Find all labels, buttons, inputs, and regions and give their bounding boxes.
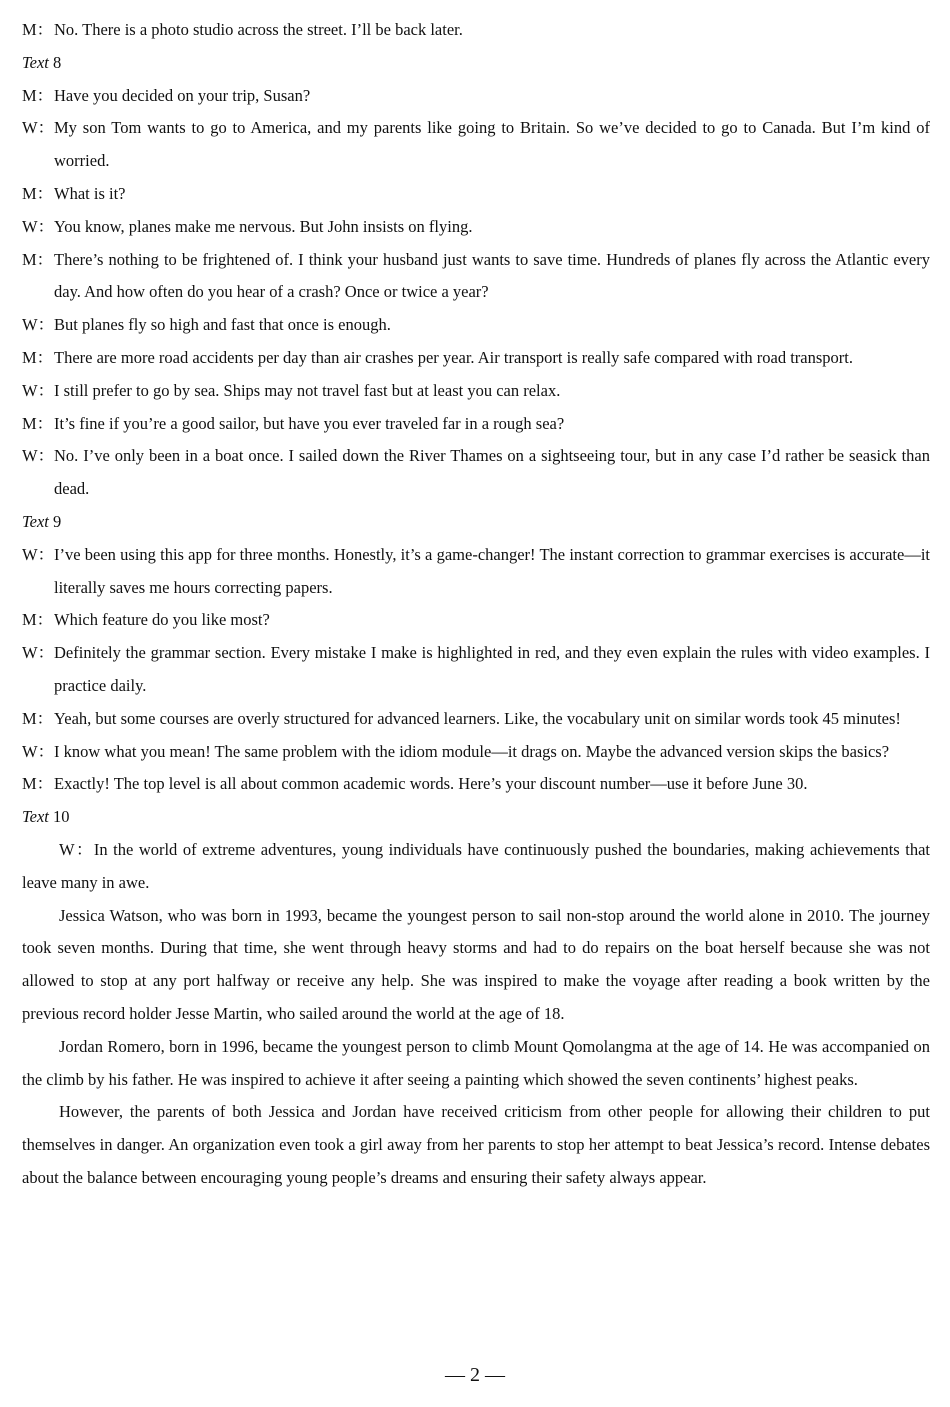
dialogue-text: What is it?: [54, 183, 126, 203]
dialogue-line: [22, 244, 930, 310]
dialogue-line: [22, 637, 930, 703]
page-number: — 2 —: [445, 1364, 505, 1386]
dialogue-line: [22, 112, 930, 178]
dialogue-line: [22, 375, 930, 408]
dialogue-line: [22, 604, 930, 637]
dialogue-line: [22, 342, 930, 375]
section-title-text8: [22, 47, 930, 80]
dialogue-line: [22, 14, 930, 47]
dialogue-line: [22, 539, 930, 605]
dialogue-line: [22, 440, 930, 506]
dialogue-line: [22, 736, 930, 769]
dialogue-text: There’s nothing to be frightened of. I think your husband just wants to save time. Hundreds of planes fly across the Atlantic every day. And how often do you hear of a crash? Once or twice a year?: [54, 249, 930, 302]
section-number: 9: [53, 511, 62, 531]
speaker-label: W：: [22, 643, 55, 663]
speaker-label: M：: [22, 774, 54, 794]
dialogue-text: Yeah, but some courses are overly structured for advanced learners. Like, the vocabulary unit on similar words took 45 minutes!: [54, 708, 901, 728]
speaker-label: M：: [22, 183, 54, 203]
dialogue-text: I’ve been using this app for three months. Honestly, it’s a game-changer! The instant correction to grammar exercises is accurate—it literally saves me hours correcting papers.: [54, 544, 930, 597]
section-title-label: Text: [22, 807, 49, 827]
dialogue-line: [22, 178, 930, 211]
speaker-label: M：: [22, 249, 54, 269]
speaker-label: M：: [22, 708, 54, 728]
speaker-label: W：: [22, 544, 55, 564]
dialogue-text: Which feature do you like most?: [54, 610, 270, 630]
section-number: 10: [53, 807, 70, 827]
section-title-label: Text: [22, 52, 49, 72]
dialogue-text: Have you decided on your trip, Susan?: [54, 85, 311, 105]
dialogue-text: No. I’ve only been in a boat once. I sailed down the River Thames on a sightseeing tour, but in any case I’d rather be seasick than dead.: [54, 446, 930, 499]
monologue-paragraph: W：In the world of extreme adventures, young individuals have continuously pushed the boundaries, making achievements that leave many in awe.: [22, 839, 930, 892]
dialogue-line: [22, 703, 930, 736]
dialogue-text: You know, planes make me nervous. But John insists on flying.: [54, 216, 473, 236]
dialogue-text: Exactly! The top level is all about common academic words. Here’s your discount number—use it before June 30.: [54, 774, 808, 794]
section-title-text10: [22, 801, 930, 834]
dialogue-text: I know what you mean! The same problem with the idiom module—it drags on. Maybe the advanced version skips the basics?: [54, 741, 890, 761]
dialogue-line: [22, 80, 930, 113]
speaker-label: W：: [22, 741, 55, 761]
dialogue-line: [22, 408, 930, 441]
dialogue-line: [22, 309, 930, 342]
speaker-label: M：: [22, 20, 54, 39]
dialogue-line: [22, 211, 930, 244]
section-number: 8: [53, 52, 62, 72]
monologue-paragraph: However, the parents of both Jessica and Jordan have received criticism from other people for allowing their children to put themselves in danger. An organization even took a girl away from her parents to stop her attempt to beat Jessica’s record. Intense debates about the balance between encouraging young people’s dreams and ensuring their safety always appear.: [22, 1102, 930, 1187]
speaker-label: W：: [22, 380, 55, 400]
dialogue-text: I still prefer to go by sea. Ships may not travel fast but at least you can relax.: [54, 380, 561, 400]
dialogue-text: My son Tom wants to go to America, and my parents like going to Britain. So we’ve decided to go to Canada. But I’m kind of worried.: [54, 118, 930, 171]
monologue-paragraph: Jessica Watson, who was born in 1993, became the youngest person to sail non-stop around the world alone in 2010. The journey took seven months. During that time, she went through heavy storms and had to do repairs on the boat herself because she was not allowed to stop at any port halfway or receive any help. She was inspired to make the voyage after reading a book written by the previous record holder Jesse Martin, who sailed around the world at the age of 18.: [22, 905, 930, 1023]
dialogue-text: No. There is a photo studio across the street. I’ll be back later.: [54, 20, 463, 39]
dialogue-text: Definitely the grammar section. Every mistake I make is highlighted in red, and they even explain the rules with video examples. I practice daily.: [54, 643, 930, 695]
monologue-paragraph: Jordan Romero, born in 1996, became the youngest person to climb Mount Qomolangma at the age of 14. He was accompanied on the climb by his father. He was inspired to achieve it after seeing a painting which showed the seven continents’ highest peaks.: [22, 1036, 930, 1089]
dialogue-text: But planes fly so high and fast that once is enough.: [54, 315, 391, 335]
dialogue-text: There are more road accidents per day than air crashes per year. Air transport is really safe compared with road transport.: [54, 347, 853, 367]
speaker-label: M：: [22, 347, 54, 367]
dialogue-line: [22, 768, 930, 801]
section-title-text9: [22, 506, 930, 539]
speaker-label: M：: [22, 413, 54, 433]
document-page: [22, 14, 930, 1195]
speaker-label: W：: [22, 315, 55, 335]
dialogue-text: It’s fine if you’re a good sailor, but have you ever traveled far in a rough sea?: [54, 413, 565, 433]
speaker-label: M：: [22, 610, 54, 630]
speaker-label: W：: [22, 446, 55, 466]
speaker-label: M：: [22, 85, 54, 105]
section-title-label: Text: [22, 511, 49, 531]
speaker-label: W：: [22, 216, 55, 236]
speaker-label: W：: [22, 118, 55, 138]
